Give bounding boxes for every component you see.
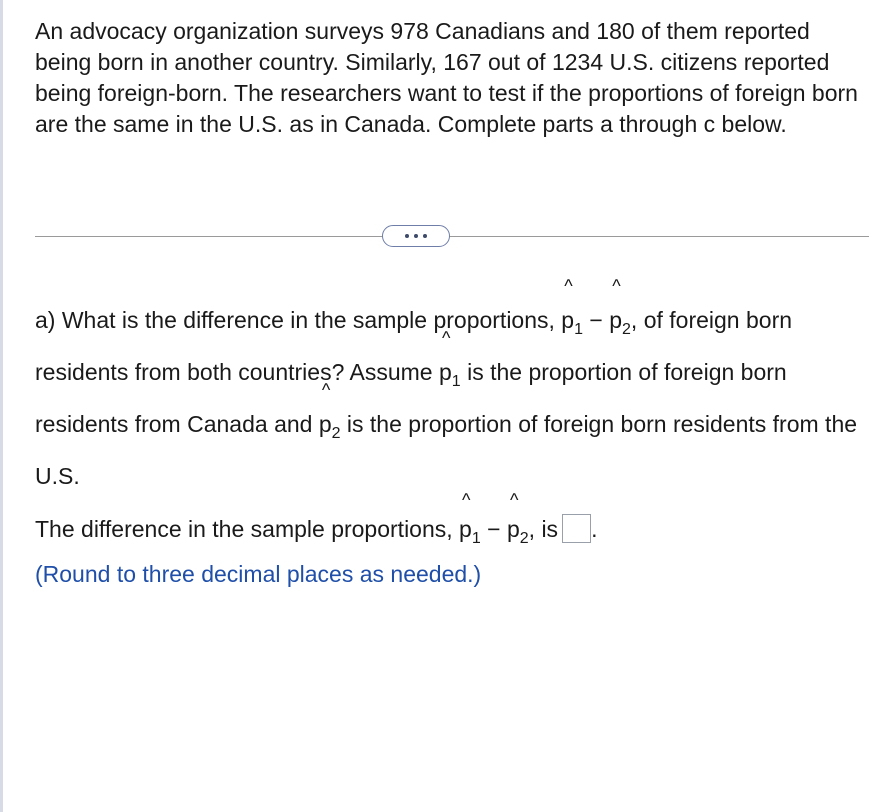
part-a-question: a) What is the difference in the sample proportions, ^ $p_1$ − ^ $p_2$, of foreign born residents from both countries? Assume ^ $p_1$ is the proportion of foreign born residents from Canada and ^ $p_2$ is the proportion of foreign born residents from the U.S.: [35, 276, 858, 489]
answer-input[interactable]: [562, 514, 591, 543]
rounding-hint: (Round to three decimal places as needed.): [35, 561, 482, 587]
answer-line: The difference in the sample proportions, ^ $p_1$ − ^ $p_2$, is .: [35, 510, 597, 552]
problem-statement: An advocacy organization surveys 978 Canadians and 180 of them reported being born in another country. Similarly, 167 out of 1234 U.S. citizens reported being foreign-born. The researchers want to test if the proportions of foreign born are the same in the U.S. as in Canada. Complete parts a through c below.: [35, 18, 858, 137]
ellipsis-icon: [405, 234, 427, 238]
p-hat-1: ^ $p_1$: [561, 276, 583, 338]
section-divider: [35, 236, 869, 237]
p-hat-2: ^ $p_2$: [318, 380, 341, 442]
p-hat-1: ^ $p_1$: [438, 328, 461, 390]
expand-more-button[interactable]: [382, 225, 450, 247]
p-hat-2: ^ $p_2$: [609, 276, 631, 338]
p-hat-2: ^ $p_2$: [506, 490, 529, 547]
left-border: [0, 0, 3, 812]
p-hat-1: ^ $p_1$: [459, 490, 481, 547]
